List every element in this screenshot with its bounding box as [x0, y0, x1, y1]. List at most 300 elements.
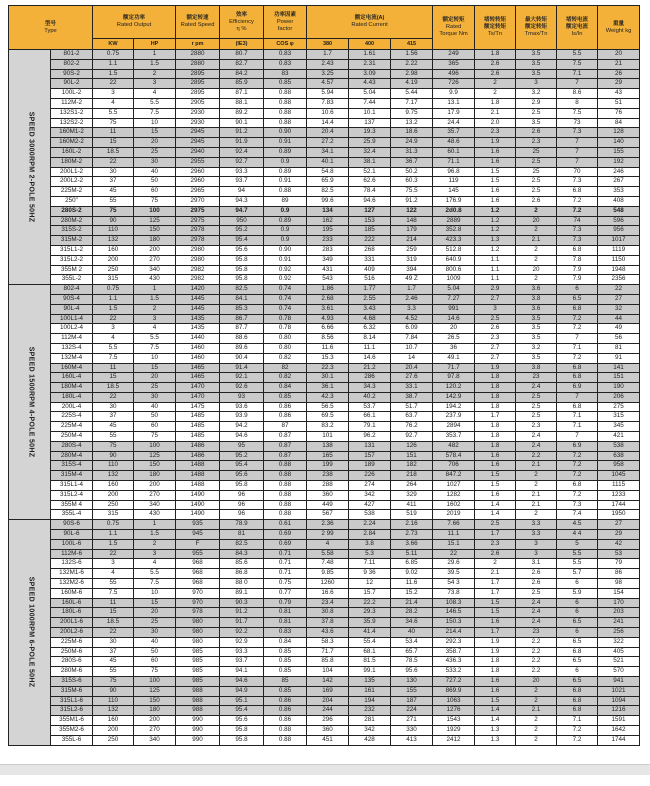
- table-cell: 6.8: [557, 686, 598, 696]
- table-cell: 988: [176, 696, 220, 706]
- table-cell: 1: [134, 285, 176, 295]
- table-row: [9, 647, 640, 657]
- table-cell: 1.9: [475, 138, 516, 148]
- table-cell: 6: [557, 628, 598, 638]
- table-cell: 6: [557, 598, 598, 608]
- table-cell: 93.9: [220, 412, 264, 422]
- table-cell: 200: [93, 490, 134, 500]
- table-cell: 2.2: [516, 451, 557, 461]
- table-cell: 15: [134, 128, 176, 138]
- table-cell: 30: [134, 157, 176, 167]
- table-cell: 286: [349, 373, 391, 383]
- table-cell: 538: [598, 441, 640, 451]
- table-cell: 2889: [433, 216, 475, 226]
- table-cell: 94.2: [220, 422, 264, 432]
- cell-type: 90L-6: [51, 530, 93, 540]
- table-cell: 91.2: [220, 128, 264, 138]
- table-cell: 1.2: [475, 226, 516, 236]
- table-cell: 869.9: [433, 686, 475, 696]
- table-cell: 82.5: [220, 539, 264, 549]
- table-cell: 15.3: [307, 353, 349, 363]
- table-cell: 7.2: [557, 196, 598, 206]
- table-cell: 1: [134, 50, 176, 60]
- table-cell: 955: [176, 549, 220, 559]
- motor-spec-table: [8, 5, 640, 746]
- table-row: [9, 216, 640, 226]
- table-row: [9, 530, 640, 540]
- table-cell: 100: [134, 206, 176, 216]
- table-cell: 2980: [176, 245, 220, 255]
- table-cell: 71.1: [433, 157, 475, 167]
- table-cell: 25: [134, 618, 176, 628]
- table-cell: 2: [475, 559, 516, 569]
- table-row: [9, 432, 640, 442]
- table-cell: 60: [134, 187, 176, 197]
- table-cell: 1490: [176, 490, 220, 500]
- table-cell: 7.9: [557, 265, 598, 275]
- table-cell: 2.98: [391, 69, 433, 79]
- table-cell: 146.5: [433, 608, 475, 618]
- table-row: [9, 569, 640, 579]
- table-cell: 7.9: [557, 275, 598, 285]
- table-cell: 2: [134, 69, 176, 79]
- table-row: [9, 98, 640, 108]
- table-row: [9, 725, 640, 735]
- table-cell: 21.4: [391, 598, 433, 608]
- speed-group-label: [9, 520, 51, 745]
- table-cell: 82.5: [307, 187, 349, 197]
- table-cell: 5.04: [349, 89, 391, 99]
- cell-type: 160M1-2: [51, 128, 93, 138]
- table-cell: 27.2: [307, 138, 349, 148]
- table-cell: 2.1: [475, 108, 516, 118]
- table-cell: 2.68: [307, 294, 349, 304]
- table-cell: 233: [307, 236, 349, 246]
- table-cell: 6: [557, 579, 598, 589]
- table-cell: 7.2: [557, 490, 598, 500]
- speed-group-label: [9, 285, 51, 520]
- table-cell: 2.3: [516, 138, 557, 148]
- table-cell: 92.7: [391, 432, 433, 442]
- table-cell: 90.3: [220, 598, 264, 608]
- table-row: [9, 177, 640, 187]
- table-cell: 3.1: [516, 559, 557, 569]
- table-cell: 6.9: [557, 441, 598, 451]
- table-cell: 6.8: [557, 706, 598, 716]
- table-cell: 413: [391, 735, 433, 745]
- table-cell: 88 0: [220, 579, 264, 589]
- table-row: [9, 549, 640, 559]
- table-cell: 430: [134, 510, 176, 520]
- table-cell: 37: [93, 647, 134, 657]
- table-cell: 1948: [598, 265, 640, 275]
- table-cell: 96.8: [433, 167, 475, 177]
- cell-type: 112M-4: [51, 334, 93, 344]
- table-cell: 1.9: [475, 647, 516, 657]
- table-cell: 3.8: [516, 294, 557, 304]
- table-cell: 1486: [176, 451, 220, 461]
- table-cell: 55: [93, 432, 134, 442]
- table-cell: 95.4: [220, 461, 264, 471]
- table-cell: 1486: [176, 441, 220, 451]
- table-cell: 2894: [433, 422, 475, 432]
- table-cell: 185: [349, 226, 391, 236]
- table-row: [9, 187, 640, 197]
- table-cell: 21: [598, 59, 640, 69]
- table-cell: 6: [557, 285, 598, 295]
- table-cell: 1.8: [475, 98, 516, 108]
- table-cell: 2: [516, 725, 557, 735]
- table-cell: 206: [598, 392, 640, 402]
- cell-type: 315L2-6: [51, 706, 93, 716]
- table-cell: 1.6: [475, 157, 516, 167]
- table-cell: 2905: [176, 98, 220, 108]
- table-cell: 95.8: [220, 275, 264, 285]
- table-cell: 1435: [176, 324, 220, 334]
- table-cell: 968: [176, 559, 220, 569]
- cell-type: 90L-4: [51, 304, 93, 314]
- table-cell: 3.6: [516, 304, 557, 314]
- table-cell: 7.17: [391, 98, 433, 108]
- table-cell: 0.92: [264, 275, 307, 285]
- table-cell: 10.1: [349, 108, 391, 118]
- table-cell: 14.6: [349, 353, 391, 363]
- table-cell: 130: [391, 677, 433, 687]
- table-cell: 214: [391, 236, 433, 246]
- table-cell: 7.11: [349, 559, 391, 569]
- table-cell: 578.4: [433, 451, 475, 461]
- table-cell: 0.81: [264, 608, 307, 618]
- table-cell: 358.7: [433, 647, 475, 657]
- table-cell: 259: [391, 245, 433, 255]
- table-cell: 34.3: [349, 383, 391, 393]
- table-cell: 315: [93, 275, 134, 285]
- table-cell: 104: [307, 667, 349, 677]
- table-cell: 1591: [598, 716, 640, 726]
- table-cell: 33.1: [391, 383, 433, 393]
- table-cell: 66.1: [349, 412, 391, 422]
- table-cell: 75: [93, 441, 134, 451]
- table-cell: 2.5: [516, 157, 557, 167]
- table-cell: 5.11: [391, 549, 433, 559]
- table-cell: 85.3: [220, 304, 264, 314]
- table-cell: 94.6: [349, 196, 391, 206]
- table-cell: 26: [598, 69, 640, 79]
- table-cell: 1420: [176, 285, 220, 295]
- table-cell: 78.5: [391, 657, 433, 667]
- cell-type: 355M2-6: [51, 725, 93, 735]
- cell-type: 280S-2: [51, 206, 93, 216]
- table-cell: 40: [134, 167, 176, 177]
- table-cell: 268: [349, 245, 391, 255]
- table-cell: 2.7: [475, 353, 516, 363]
- table-cell: 270: [134, 725, 176, 735]
- table-cell: 1485: [176, 412, 220, 422]
- table-cell: 20: [134, 138, 176, 148]
- table-cell: 51: [598, 98, 640, 108]
- table-cell: 37.8: [307, 618, 349, 628]
- cell-type: 315L2-2: [51, 255, 93, 265]
- table-cell: 5.04: [433, 285, 475, 295]
- cell-type: 180L-4: [51, 392, 93, 402]
- cell-type: 225M-4: [51, 422, 93, 432]
- table-cell: 7: [557, 334, 598, 344]
- table-cell: 0.74: [264, 294, 307, 304]
- table-cell: 2.22: [391, 59, 433, 69]
- table-cell: 92.7: [220, 157, 264, 167]
- table-cell: 134: [307, 206, 349, 216]
- table-cell: 2d0.8: [433, 206, 475, 216]
- table-cell: 2: [516, 716, 557, 726]
- table-cell: 3: [516, 79, 557, 89]
- table-cell: 0.88: [264, 89, 307, 99]
- table-cell: 27: [598, 294, 640, 304]
- table-cell: 7.2: [557, 314, 598, 324]
- table-cell: 25: [516, 147, 557, 157]
- table-cell: 155: [598, 147, 640, 157]
- table-cell: 199: [307, 461, 349, 471]
- table-row: [9, 245, 640, 255]
- table-cell: 93.3: [220, 167, 264, 177]
- table-cell: 2.4: [516, 441, 557, 451]
- table-cell: 3.61: [307, 304, 349, 314]
- table-cell: 2: [134, 539, 176, 549]
- table-cell: 12: [349, 579, 391, 589]
- table-cell: 20.4: [391, 363, 433, 373]
- table-cell: 2.6: [475, 549, 516, 559]
- cell-type: 280S-6: [51, 657, 93, 667]
- table-cell: 315: [93, 510, 134, 520]
- table-cell: 141: [598, 363, 640, 373]
- table-cell: 82.7: [220, 59, 264, 69]
- header-rated-output: 额定功率 Rated Output: [93, 6, 176, 39]
- table-cell: 40.2: [349, 392, 391, 402]
- table-cell: 11.6: [307, 343, 349, 353]
- table-cell: 1.6: [475, 147, 516, 157]
- table-row: [9, 255, 640, 265]
- table-cell: 27: [598, 520, 640, 530]
- table-cell: 6.8: [557, 304, 598, 314]
- table-cell: 23: [516, 373, 557, 383]
- table-cell: 84: [598, 118, 640, 128]
- table-cell: 22: [93, 549, 134, 559]
- cell-type: 315M-2: [51, 236, 93, 246]
- table-cell: 86.7: [220, 314, 264, 324]
- cell-type: 132S1-2: [51, 108, 93, 118]
- table-cell: 2356: [598, 275, 640, 285]
- table-cell: 2.5: [475, 520, 516, 530]
- table-cell: 1.6: [475, 490, 516, 500]
- table-cell: 13.1: [433, 98, 475, 108]
- header-is-in: 堵转电流 额定电流 Is/In: [557, 6, 598, 50]
- table-cell: 6.8: [557, 402, 598, 412]
- table-cell: 142: [307, 677, 349, 687]
- table-cell: 78.4: [349, 187, 391, 197]
- speed-group-text: SPEED 1500RPM 4-POLE 50HZ: [26, 346, 34, 458]
- table-cell: 8.6: [557, 89, 598, 99]
- header-ts-tn: 堵转转矩 额定转矩 Ts/Tn: [475, 6, 516, 50]
- table-cell: 95.4: [220, 236, 264, 246]
- table-cell: 25: [134, 147, 176, 157]
- table-cell: 2.5: [516, 402, 557, 412]
- table-cell: 990: [176, 716, 220, 726]
- table-cell: 3: [134, 79, 176, 89]
- table-cell: 516: [349, 275, 391, 285]
- table-cell: 1.6: [475, 677, 516, 687]
- table-cell: 340: [134, 265, 176, 275]
- header-415v: 415: [391, 39, 433, 50]
- table-cell: 1488: [176, 471, 220, 481]
- table-cell: 6.8: [557, 363, 598, 373]
- table-cell: 2.7: [475, 294, 516, 304]
- table-cell: 89.1: [220, 588, 264, 598]
- table-cell: 340: [134, 735, 176, 745]
- table-cell: 95.8: [220, 481, 264, 491]
- table-cell: 2982: [176, 275, 220, 285]
- table-cell: 99.6: [307, 196, 349, 206]
- table-cell: 2895: [176, 89, 220, 99]
- table-cell: 153: [349, 216, 391, 226]
- table-cell: 945: [176, 530, 220, 540]
- table-row: [9, 147, 640, 157]
- table-cell: 7.5: [557, 59, 598, 69]
- cell-type: 160M-4: [51, 363, 93, 373]
- table-cell: 3.5: [516, 324, 557, 334]
- table-cell: 1.2: [475, 245, 516, 255]
- table-cell: 150: [134, 461, 176, 471]
- table-cell: 155: [391, 686, 433, 696]
- table-cell: 0.74: [264, 285, 307, 295]
- table-cell: 1.8: [475, 402, 516, 412]
- table-cell: 95.1: [220, 696, 264, 706]
- table-cell: 182: [391, 461, 433, 471]
- cell-type: 315S-6: [51, 677, 93, 687]
- cell-type: 200L1-6: [51, 618, 93, 628]
- table-cell: 0.86: [264, 402, 307, 412]
- table-cell: 89.6: [220, 343, 264, 353]
- cell-type: 355M 4: [51, 500, 93, 510]
- cell-type: 355M1-6: [51, 716, 93, 726]
- table-cell: 162: [307, 216, 349, 226]
- table-cell: 32: [598, 304, 640, 314]
- table-cell: 42: [598, 539, 640, 549]
- table-cell: 250: [93, 500, 134, 510]
- table-cell: 596: [598, 216, 640, 226]
- table-cell: 9.75: [391, 108, 433, 118]
- table-cell: 214.4: [433, 628, 475, 638]
- cell-type: 315L1-2: [51, 245, 93, 255]
- table-cell: 6.5: [557, 637, 598, 647]
- table-row: [9, 588, 640, 598]
- table-cell: 7.3: [557, 177, 598, 187]
- table-cell: 35.9: [349, 618, 391, 628]
- table-row: [9, 510, 640, 520]
- table-cell: 1.4: [475, 500, 516, 510]
- table-cell: 7.1: [557, 343, 598, 353]
- table-cell: 125: [134, 686, 176, 696]
- table-cell: 68.1: [349, 647, 391, 657]
- table-cell: 1021: [598, 686, 640, 696]
- table-cell: 91.9: [220, 138, 264, 148]
- table-cell: 75.5: [391, 187, 433, 197]
- table-cell: 496: [433, 69, 475, 79]
- table-row: [9, 441, 640, 451]
- table-cell: 1045: [598, 471, 640, 481]
- table-cell: 14.4: [307, 118, 349, 128]
- table-cell: 28.2: [391, 608, 433, 618]
- table-cell: 53.4: [391, 637, 433, 647]
- table-cell: 2965: [176, 187, 220, 197]
- cell-type: 802-4: [51, 285, 93, 295]
- table-cell: 125: [134, 216, 176, 226]
- table-cell: 0.91: [264, 177, 307, 187]
- cell-type: 315S-2: [51, 226, 93, 236]
- table-cell: 7: [557, 147, 598, 157]
- table-cell: 22: [93, 314, 134, 324]
- table-cell: 7.5: [93, 588, 134, 598]
- table-cell: 1.5: [475, 696, 516, 706]
- table-cell: 2945: [176, 138, 220, 148]
- table-cell: 2.24: [349, 520, 391, 530]
- table-cell: 241: [598, 618, 640, 628]
- table-cell: 2.5: [516, 177, 557, 187]
- cell-type: 355M 2: [51, 265, 93, 275]
- table-cell: 1.8: [475, 441, 516, 451]
- table-cell: 52.1: [349, 167, 391, 177]
- table-row: [9, 285, 640, 295]
- table-row: [9, 334, 640, 344]
- table-cell: 135: [349, 677, 391, 687]
- table-cell: 538: [349, 510, 391, 520]
- table-cell: 127: [349, 206, 391, 216]
- table-cell: 71.7: [307, 647, 349, 657]
- table-cell: 36.7: [391, 157, 433, 167]
- table-cell: 75: [93, 677, 134, 687]
- table-cell: 30: [134, 628, 176, 638]
- table-row: [9, 294, 640, 304]
- table-cell: 548: [598, 206, 640, 216]
- table-cell: 85: [264, 677, 307, 687]
- table-cell: 408: [598, 196, 640, 206]
- table-cell: 192: [598, 157, 640, 167]
- cell-type: 160L-4: [51, 373, 93, 383]
- table-cell: 1.77: [349, 285, 391, 295]
- table-cell: 2895: [176, 79, 220, 89]
- table-cell: 3.5: [516, 50, 557, 60]
- table-cell: 2: [516, 481, 557, 491]
- cell-type: 315M-6: [51, 686, 93, 696]
- table-cell: 92.1: [220, 373, 264, 383]
- table-cell: 1.5: [93, 69, 134, 79]
- table-cell: 0.87: [264, 451, 307, 461]
- table-cell: 8: [557, 98, 598, 108]
- table-cell: 2: [516, 471, 557, 481]
- table-cell: 1485: [176, 432, 220, 442]
- table-cell: 950: [220, 216, 264, 226]
- table-cell: 1.3: [475, 725, 516, 735]
- table-cell: 7.8: [557, 255, 598, 265]
- table-cell: 342: [349, 725, 391, 735]
- table-cell: 3: [93, 324, 134, 334]
- table-cell: 30.1: [307, 373, 349, 383]
- cell-type: 132S-6: [51, 559, 93, 569]
- table-cell: 88.1: [220, 98, 264, 108]
- table-cell: 69.5: [307, 412, 349, 422]
- table-cell: 1435: [176, 314, 220, 324]
- table-cell: 6.8: [557, 187, 598, 197]
- table-cell: F: [176, 539, 220, 549]
- table-cell: 20: [433, 324, 475, 334]
